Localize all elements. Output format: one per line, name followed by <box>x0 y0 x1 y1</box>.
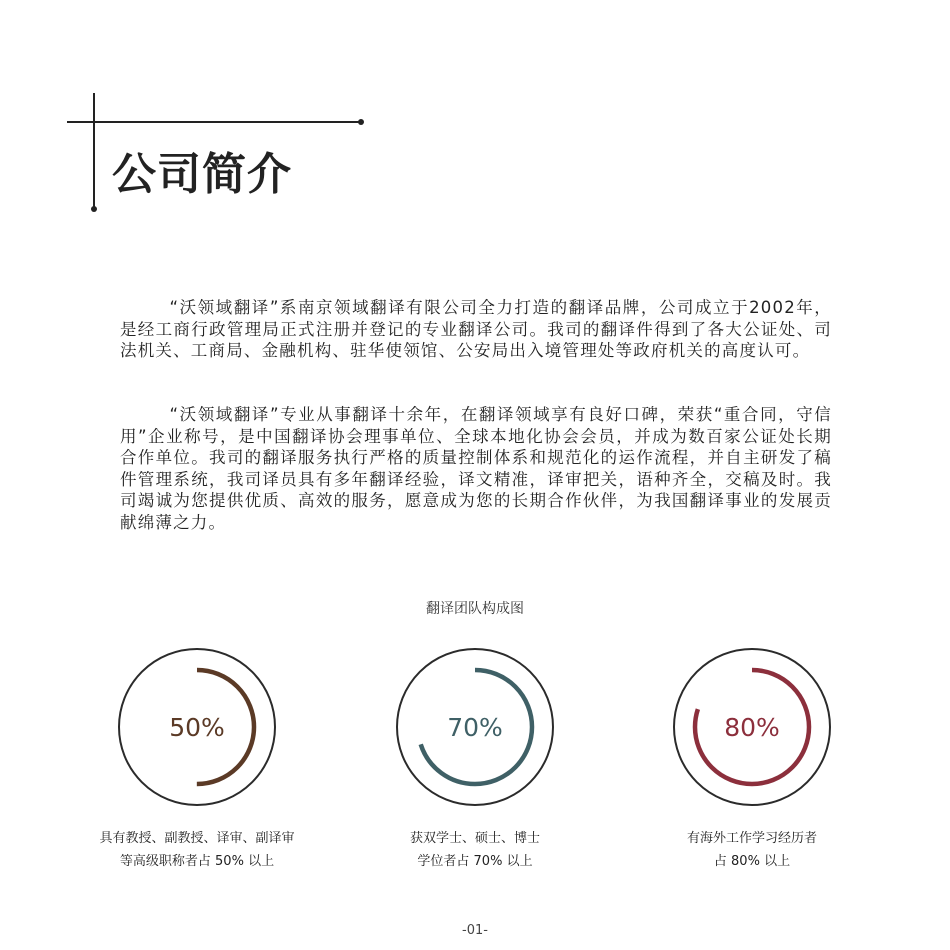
ring-caption <box>612 827 892 873</box>
intro-paragraph-1: “沃领域翻译”系南京领域翻译有限公司全力打造的翻译品牌，公司成立于2002年，是经工商行政管理局正式注册并登记的专业翻译公司。我司的翻译件得到了各大公证处、司法机关、工商局、金融机构、驻华使领馆、公安局出入境管理处等政府机关的高度认可。 <box>120 298 832 360</box>
progress-ring-3 <box>670 645 834 809</box>
frame-vertical-line <box>93 93 95 210</box>
progress-ring-2 <box>393 645 557 809</box>
intro-section <box>120 297 832 362</box>
ring-caption-line: 学位者占 70% 以上 <box>417 854 533 869</box>
page-number: -01- <box>462 923 488 938</box>
ring-percent-label: 80% <box>724 713 780 742</box>
ring-caption <box>335 827 615 873</box>
frame-dot-right <box>358 119 364 125</box>
progress-ring-1 <box>115 645 279 809</box>
ring-block-2 <box>335 645 615 873</box>
ring-block-1 <box>57 645 337 873</box>
intro-paragraph-2: “沃领域翻译”专业从事翻译十余年，在翻译领域享有良好口碑，荣获“重合同，守信用”企业称号，是中国翻译协会理事单位、全球本地化协会会员，并成为数百家公证处长期合作单位。我司的翻译服务执行严格的质量控制体系和规范化的运作流程，并自主研发了稿件管理系统，我司译员具有多年翻译经验，译文精准，译审把关，语种齐全，交稿及时。我司竭诚为您提供优质、高效的服务，愿意成为您的长期合作伙伴，为我国翻译事业的发展贡献绵薄之力。 <box>120 405 832 532</box>
chart-title: 翻译团队构成图 <box>426 601 524 617</box>
frame-dot-bottom <box>91 206 97 212</box>
ring-caption-line: 具有教授、副教授、译审、副译审 <box>99 831 295 846</box>
ring-caption <box>57 827 337 873</box>
frame-horizontal-line <box>67 121 361 123</box>
ring-caption-line: 获双学士、硕士、博士 <box>409 831 540 846</box>
ring-percent-label: 50% <box>169 713 225 742</box>
ring-percent-label: 70% <box>447 713 503 742</box>
intro-section-2 <box>120 404 832 533</box>
page-title: 公司简介 <box>112 149 292 200</box>
ring-caption-line: 占 80% 以上 <box>713 854 791 869</box>
ring-caption-line: 有海外工作学习经历者 <box>686 831 817 846</box>
ring-caption-line: 等高级职称者占 50% 以上 <box>119 854 275 869</box>
ring-block-3 <box>612 645 892 873</box>
